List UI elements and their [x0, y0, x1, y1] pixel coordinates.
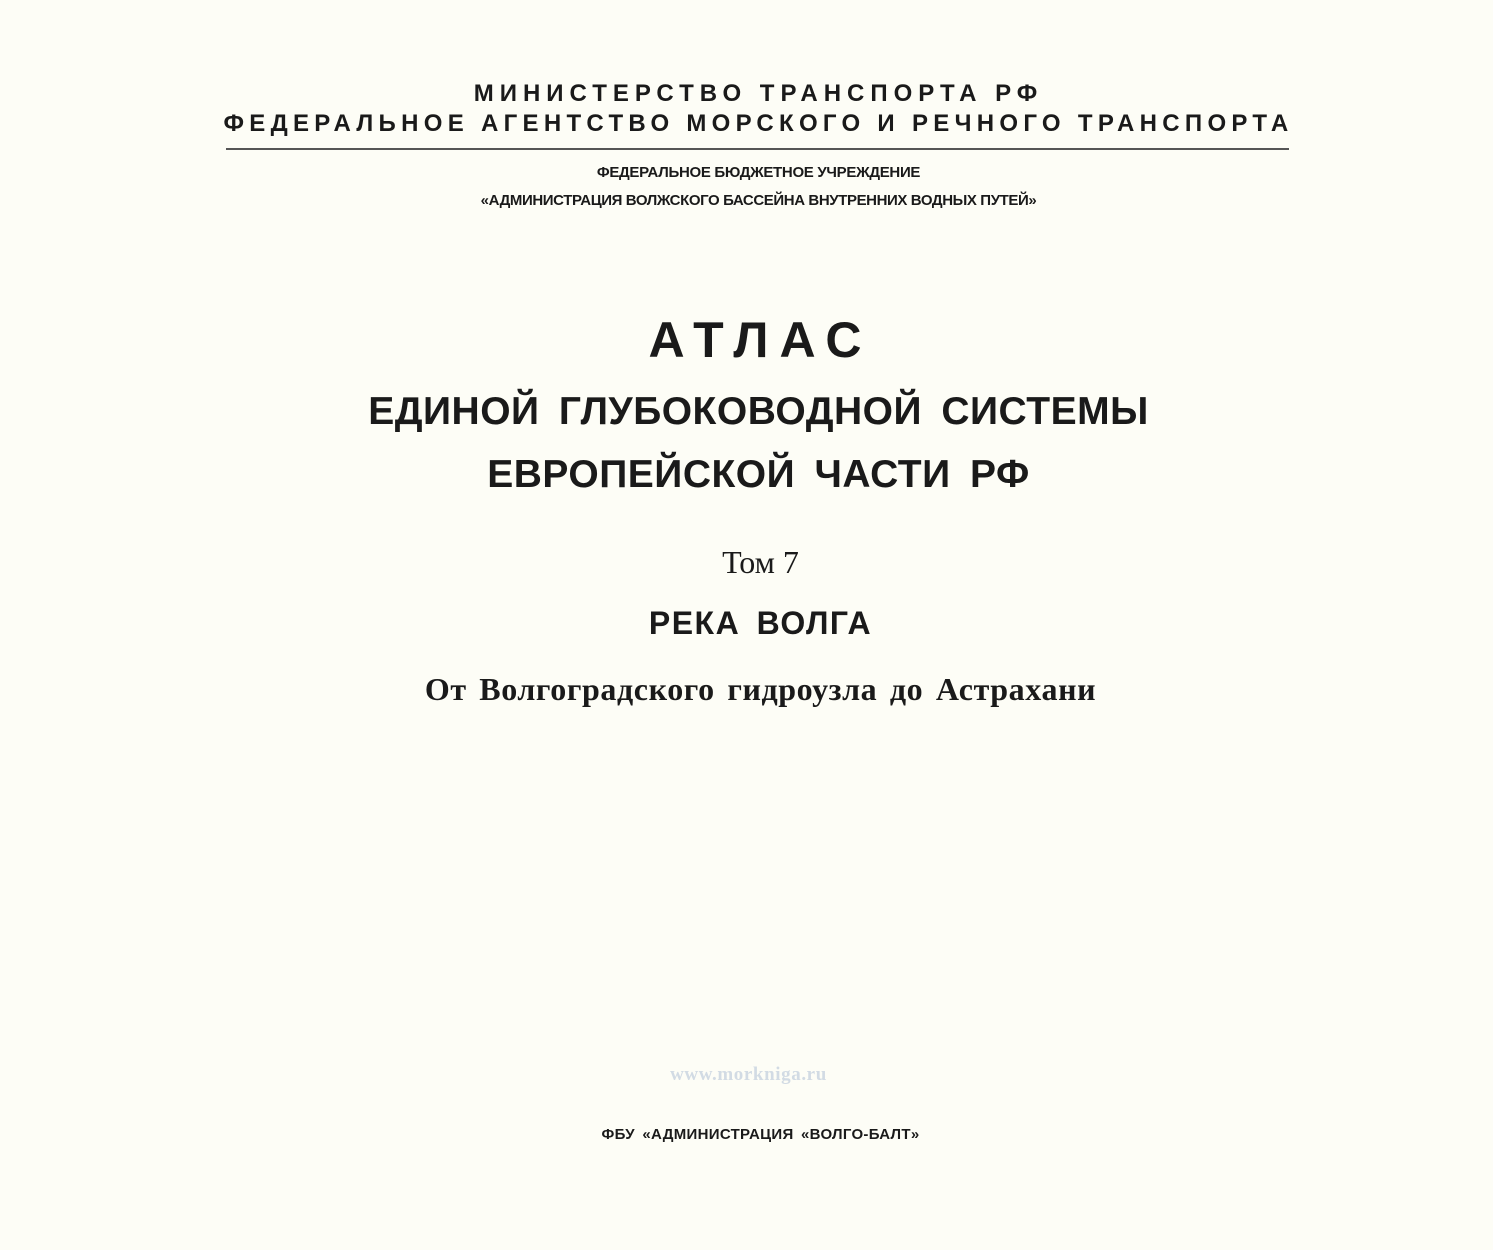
publisher: ФБУ «АДМИНИСТРАЦИЯ «ВОЛГО-БАЛТ» — [601, 1126, 920, 1143]
document-subtitle-line1: ЕДИНОЙ ГЛУБОКОВОДНОЙ СИСТЕМЫ — [368, 390, 1149, 433]
institution-type: ФЕДЕРАЛЬНОЕ БЮДЖЕТНОЕ УЧРЕЖДЕНИЕ — [596, 164, 921, 181]
header-divider — [226, 148, 1289, 150]
ministry-heading: МИНИСТЕРСТВО ТРАНСПОРТА РФ — [473, 80, 1044, 107]
watermark: www.morkniga.ru — [670, 1064, 827, 1085]
institution-name: «АДМИНИСТРАЦИЯ ВОЛЖСКОГО БАССЕЙНА ВНУТРЕННИХ ВОДНЫХ ПУТЕЙ» — [480, 192, 1037, 209]
document-subtitle-line2: ЕВРОПЕЙСКОЙ ЧАСТИ РФ — [487, 453, 1030, 496]
river-name: РЕКА ВОЛГА — [648, 605, 873, 641]
route-section: От Волгоградского гидроузла до Астрахани — [424, 671, 1097, 707]
document-title: АТЛАС — [648, 312, 873, 368]
agency-heading: ФЕДЕРАЛЬНОЕ АГЕНТСТВО МОРСКОГО И РЕЧНОГО ТРАНСПОРТА — [223, 110, 1294, 137]
volume-number: Том 7 — [722, 544, 799, 580]
